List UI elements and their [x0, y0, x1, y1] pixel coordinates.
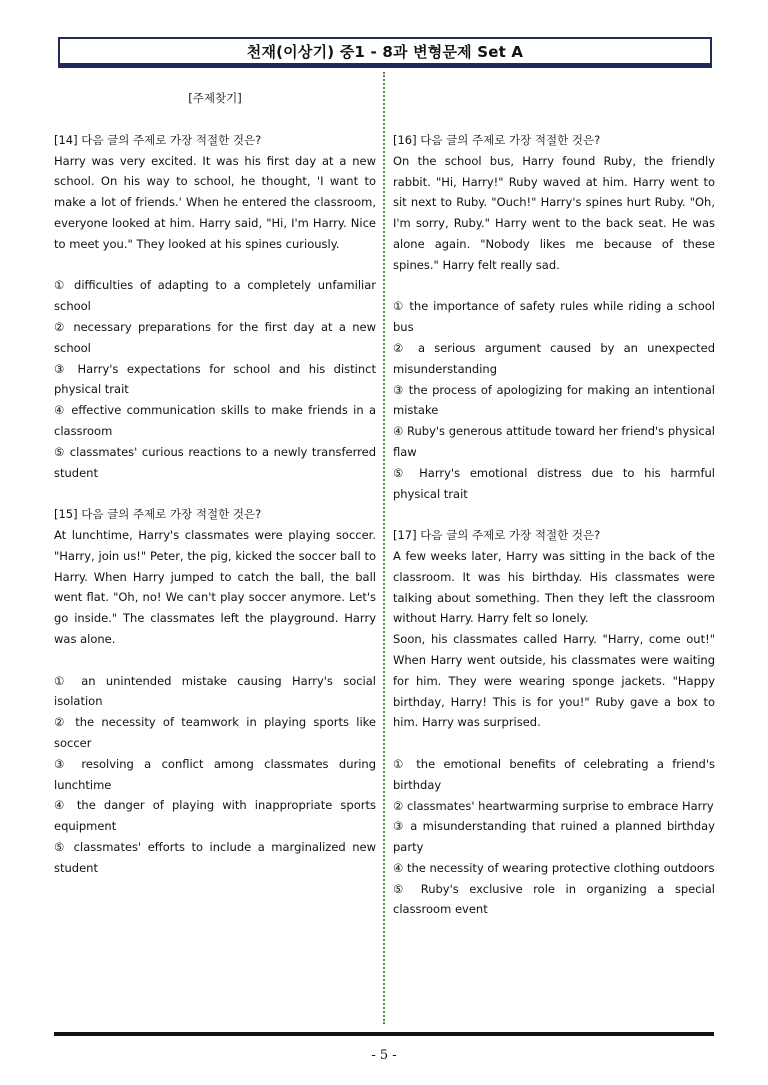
option[interactable]: ① an unintended mistake causing Harry's social isolation — [54, 673, 376, 709]
question-17-passage-1: A few weeks later, Harry was sitting in the back of the classroom. It was his birthday. His classmates were talking about something. Then they left the classroom without Harry. Harry felt so lonely. — [393, 548, 715, 626]
question-16-options — [393, 296, 715, 504]
question-15 — [54, 504, 376, 878]
option[interactable]: ② classmates' heartwarming surprise to embrace Harry — [393, 798, 714, 813]
option[interactable]: ② the necessity of teamwork in playing sports like soccer — [54, 715, 376, 750]
option[interactable]: ③ Harry's expectations for school and his distinct physical trait — [54, 361, 376, 397]
option[interactable]: ① difficulties of adapting to a completely unfamiliar school — [54, 278, 376, 314]
column-divider — [383, 72, 385, 1024]
option[interactable]: ② a serious argument caused by an unexpected misunderstanding — [393, 340, 715, 376]
question-16-passage: On the school bus, Harry found Ruby, the friendly rabbit. "Hi, Harry!" Ruby waved at him. Harry went to sit next to Ruby. "Ouch!" Harry's spines hurt Ruby. "Oh, I'm sorry, Ruby." Harry went to the back seat. He was alone again. "Nobody likes me because of these spines." Harry felt really sad. — [393, 153, 715, 272]
option[interactable]: ⑤ Harry's emotional distress due to his harmful physical trait — [393, 465, 715, 501]
page-number: - 5 - — [371, 1048, 397, 1063]
question-14-options — [54, 275, 376, 483]
option[interactable]: ⑤ classmates' efforts to include a marginalized new student — [54, 839, 376, 875]
option[interactable]: ③ resolving a conflict among classmates during lunchtime — [54, 756, 376, 792]
question-17-options — [393, 754, 715, 920]
option[interactable]: ① the emotional benefits of celebrating a friend's birthday — [393, 756, 715, 792]
question-14-passage: Harry was very excited. It was his first day at a new school. On his way to school, he thought, 'I want to make a lot of friends.' When he entered the classroom, everyone looked at him. Harry said, "Hi, I'm Harry. Nice to meet you." They looked at his spines curiously. — [54, 153, 376, 251]
right-column — [393, 130, 715, 920]
question-15-passage: At lunchtime, Harry's classmates were playing soccer. "Harry, join us!" Peter, the pig, kicked the soccer ball to Harry. When Harry jumped to catch the ball, the ball went flat. "Oh, no! We can't play soccer anymore. Let's go inside." The classmates left the playground. Harry was alone. — [54, 527, 376, 646]
option[interactable]: ④ effective communication skills to make friends in a classroom — [54, 403, 376, 438]
page-title — [58, 37, 712, 65]
question-16-head: [16] 다음 글의 주제로 가장 적절한 것은? — [393, 133, 601, 147]
option[interactable]: ② necessary preparations for the first day at a new school — [54, 319, 376, 355]
question-17 — [393, 525, 715, 920]
left-column — [54, 88, 376, 878]
option[interactable]: ⑤ classmates' curious reactions to a newly transferred student — [54, 444, 376, 480]
footer-rule — [54, 1032, 714, 1036]
question-17-passage-2: Soon, his classmates called Harry. "Harry, come out!" When Harry went outside, his classmates were waiting for him. They were wearing sponge jackets. "Happy birthday, Harry! This is for you!" Ruby gave a box to him. Harry was surprised. — [393, 632, 715, 730]
page-title-text: 천재(이상기) 중1 - 8과 변형문제 Set A — [246, 42, 524, 61]
question-14 — [54, 130, 376, 484]
section-label: [주제찾기] — [188, 91, 242, 105]
option[interactable]: ④ the danger of playing with inappropriate sports equipment — [54, 798, 376, 834]
option[interactable]: ① the importance of safety rules while riding a school bus — [393, 299, 715, 335]
question-17-head: [17] 다음 글의 주제로 가장 적절한 것은? — [393, 528, 601, 543]
question-14-head: [14] 다음 글의 주제로 가장 적절한 것은? — [54, 132, 262, 147]
option[interactable]: ④ the necessity of wearing protective clothing outdoors — [393, 860, 715, 875]
question-15-options — [54, 671, 376, 879]
question-16 — [393, 130, 715, 504]
option[interactable]: ⑤ Ruby's exclusive role in organizing a special classroom event — [393, 881, 715, 917]
option[interactable]: ③ the process of apologizing for making an intentional mistake — [393, 382, 715, 418]
option[interactable]: ③ a misunderstanding that ruined a planned birthday party — [393, 819, 715, 855]
question-15-head: [15] 다음 글의 주제로 가장 적절한 것은? — [54, 507, 262, 522]
option[interactable]: ④ Ruby's generous attitude toward her friend's physical flaw — [393, 424, 715, 459]
